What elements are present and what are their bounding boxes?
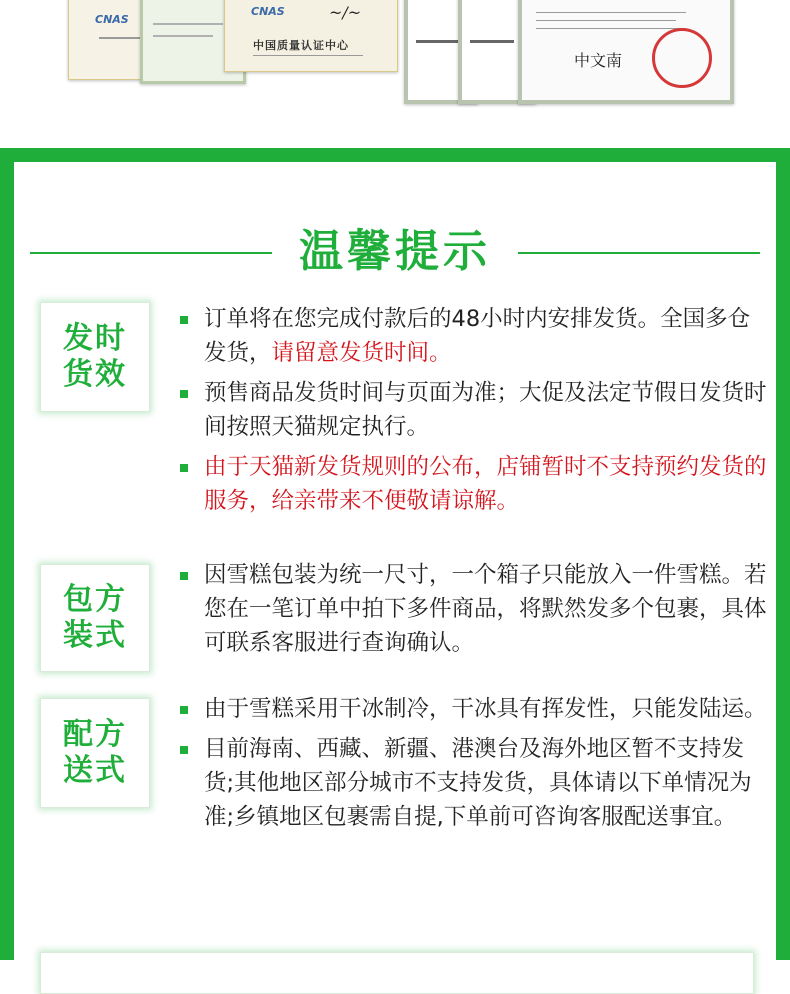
- bullet-square-icon: [180, 316, 188, 324]
- title-divider-right: [518, 252, 760, 254]
- signature: 中文南: [574, 51, 623, 70]
- bullets-packaging: [178, 558, 768, 666]
- list-item: [178, 376, 768, 444]
- tag-delivery: [40, 698, 150, 808]
- certificate-6: [518, 0, 734, 104]
- list-item: [178, 302, 768, 370]
- bullet-square-icon: [180, 464, 188, 472]
- bullet-square-icon: [180, 572, 188, 580]
- certificate-3: [224, 0, 398, 72]
- bullet-square-icon: [180, 390, 188, 398]
- bullets-delivery: [178, 692, 768, 840]
- list-item: [178, 692, 768, 726]
- list-item: [178, 450, 768, 518]
- cnas-logo: CNAS: [251, 5, 285, 18]
- notice-title: 温馨提示: [299, 226, 491, 277]
- bullet-text: 因雪糕包装为统一尺寸，一个箱子只能放入一件雪糕。若您在一笔订单中拍下多件商品，将默然发多个包裹，具体可联系客服进行查询确认。: [204, 562, 767, 656]
- list-item: [178, 558, 768, 660]
- bullets-shipping-time: [178, 302, 768, 524]
- tag-shipping-time: [40, 302, 150, 412]
- bullet-text: 订单将在您完成付款后的48小时内安排发货。全国多仓发货，: [204, 306, 751, 366]
- signature: ~/~: [329, 3, 362, 22]
- tag-label: 发时货效: [63, 321, 127, 392]
- cnas-logo: CNAS: [95, 13, 129, 26]
- certificates-strip: [0, 0, 790, 148]
- tag-label: 包方装式: [63, 582, 127, 653]
- bullet-square-icon: [180, 746, 188, 754]
- certificate-caption: 中国质量认证中心: [253, 39, 349, 52]
- next-section-box: [40, 952, 754, 994]
- tag-label: 配方送式: [63, 717, 127, 788]
- notice-frame: [0, 148, 790, 960]
- bullet-text: 由于雪糕采用干冰制冷，干冰具有挥发性，只能发陆运。: [204, 696, 767, 722]
- official-seal: [652, 28, 712, 88]
- bullet-text: 由于天猫新发货规则的公布，店铺暂时不支持预约发货的服务，给亲带来不便敬请谅解。: [204, 454, 767, 514]
- bullet-highlight: 请留意发货时间。: [271, 340, 452, 366]
- list-item: [178, 732, 768, 834]
- tag-packaging: [40, 564, 150, 672]
- title-divider-left: [30, 252, 272, 254]
- bullet-square-icon: [180, 706, 188, 714]
- bullet-text: 目前海南、西藏、新疆、港澳台及海外地区暂不支持发货;其他地区部分城市不支持发货，具体请以下单情况为准;乡镇地区包裹需自提,下单前可咨询客服配送事宜。: [204, 736, 752, 830]
- bullet-text: 预售商品发货时间与页面为准；大促及法定节假日发货时间按照天猫规定执行。: [204, 380, 767, 440]
- notice-panel: [14, 162, 776, 972]
